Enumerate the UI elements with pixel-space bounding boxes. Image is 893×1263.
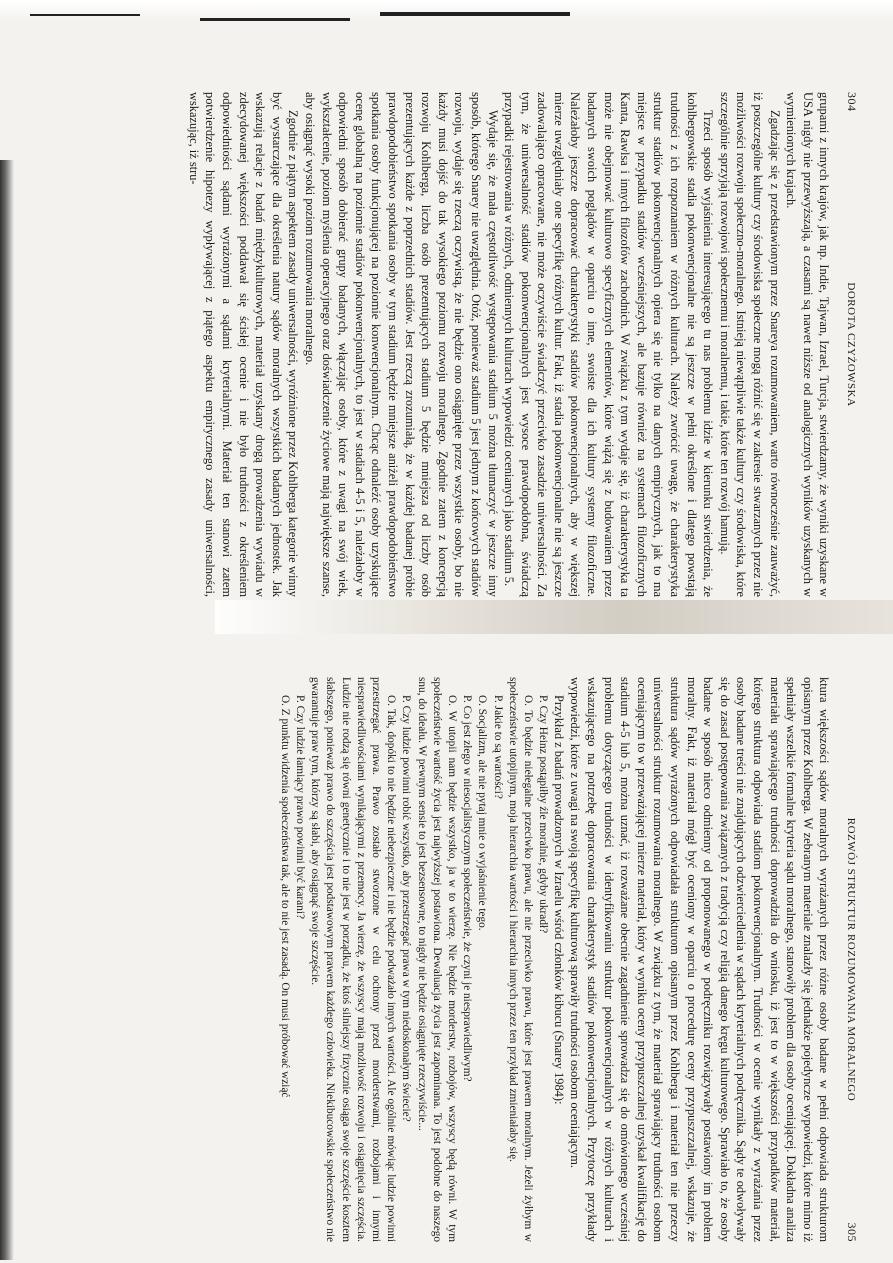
page-305: [60, 677, 860, 1242]
dialogue-line: P. Czy ludzie powinni robić wszystko, aby przestrzegać prawa w tym niedoskonałym świecie?: [400, 695, 413, 1122]
paragraph: Zgadzając się z przedstawionym przez Snareya rozumowaniem, warto równocześnie zauważyć, iż poszczególne kultury czy środowiska społeczne mogą różnić się w zakresie stwarzanych przez nie możliwości rozwoju społeczno-moralnego. Istnieją niewątpliwie także kultury czy środowiska, które szczególnie sprzyjają rozwojowi społecznemu i moralnemu, i takie, które ten rozwój hamują.: [717, 92, 782, 597]
book-gutter: [215, 600, 893, 634]
page-304: [60, 92, 860, 597]
paragraph: Wydaje się, że mała częstotliwość występowania stadium 5 można tłumaczyć w jeszcze inny sposób, którego Snarey nie uwzględnia. Otóż, ponieważ stadium 5 jest jednym z końcowych stadiów rozwoju, wydaje się rzeczą oczywistą, że nie będzie ono osiągnięte przez wszystkie osoby, bo nie każdy musi dojść do tak wysokiego poziomu rozwoju moralnego. Zgodnie zatem z koncepcją rozwoju Kohlberga, liczba osób prezentujących stadium 5 będzie mniejsza od liczby osób prezentujących każde z poprzednich stadiów. Jest rzeczą zrozumiałą, że w każdej badanej próbie prawdopodobieństwo spotkania osoby w tym stadium będzie mniejsze aniżeli prawdopodobieństwo spotkania osoby funkcjonującej na poziomie konwencjonalnym. Chcąc odnaleźć osoby uzyskujące ocenę globalną na poziomie stadiów pokonwencjonalnych, to jest w stadiach 4-5 i 5, należałoby w odpowiedni sposób dobierać grupy badanych, włączając osoby, które z uwagi na swój wiek, wykształcenie, poziom myślenia operacyjnego oraz doświadczenie życiowe mają największe szanse, aby osiągnąć wysoki poziom rozumowania moralnego.: [303, 92, 500, 597]
scan-left-shadow: [0, 160, 14, 1260]
paragraph: Trzeci sposób wyjaśnienia interesującego tu nas problemu idzie w kierunku stwierdzenia, że kohlbergowskie stadia pokonwencjonalne nie są jeszcze w pełni określone i dlatego powstają trudności z ich rozpoznaniem w różnych kulturach. Należy zwrócić uwagę, że charakterystyka struktur stadiów pokonwencjonalnych opiera się nie tylko na danych empirycznych, jak to ma miejsce w przypadku stadiów wcześniejszych, ale bazuje również na systemach filozoficznych Kanta, Rawlsa i innych filozofów zachodnich. W związku z tym wydaje się, iż charakterystyka ta może nie obejmować kulturowo specyficznych elementów, które wiążą się z budowaniem przez badanych swoich poglądów w oparciu o inne, swoiste dla ich kultury systemy filozoficzne. Należałoby jeszcze dopracować charakterystyki stadiów pokonwencjonalnych, aby w większej mierze uwzględniały one specyfikę różnych kultur. Fakt, iż stadia pokonwencjonalne nie są jeszcze zadowalająco opracowane, nie może oczywiście świadczyć przeciwko zasadzie uniwersalności. Za tym, że uniwersalność stadiów pokonwencjonalnych jest wysoce prawdopodobna, świadczą przypadki rejestrowania w różnych, odmiennych kulturach wypowiedzi ocenianych jako stadium 5.: [502, 92, 716, 597]
page-number: 304: [845, 92, 859, 112]
paragraph: grupami z innych krajów, jak np. Indie, Tajwan, Izrael, Turcja, stwierdzamy, że wyniki uzyskane w USA nigdy nie przewyższają, a czasami są nawet niższe od analogicznych wyników uzyskanych w wymienionych krajach.: [784, 92, 832, 597]
running-title: DOROTA CZYŻOWSKA: [845, 282, 857, 407]
scan-top-edge: [0, 0, 893, 22]
dialogue-line: P. Co jest złego w niesocjalistycznym społeczeństwie, że czyni je niesprawiedliwym?: [461, 695, 474, 1082]
paragraph: Zgodnie z piątym aspektem zasady uniwersalności, wyróżnione przez Kohlberga kategorie winny być wystarczające dla określenia natury sądów moralnych wszystkich badanych jednostek. Jak wskazują relacje z badań międzykulturowych, materiał uzyskany drogą prowadzenia wywiadu w zdecydowanej większości poddawał się ścisłej ocenie i nie było trudności z określeniem odpowiedniości sądami wyrażonymi a sądami kryterialnymi. Materiał ten stanowi zatem potwierdzenie hipotezy wypływającej z piątego aspektu empirycznego zasady uniwersalności, wskazując, iż stru-: [186, 92, 301, 597]
dialogue-line: O. W utopii nam będzie wszystko, ja w to wierzę. Nie będzie morderstw, rozbojów, wszyscy będą równi. W tym społeczeństwie wartość życia jest najwyższej postawiona. Dewaluacja życia jest zapominana. To jest podobne do naszego snu, do ideału. W pewnym sensie to jest bezsensowne, to nigdy nie będzie osiągnięte rzeczywiście...: [415, 677, 459, 1242]
dialogue-line: O. Tak, dopóki to nie będzie niebezpieczne i nie będzie podważało innych wartości. Ale ogólnie mówiąc ludzie powinni przestrzegać prawa. Prawo zostało stworzone w celu ochrony przed morderstwami, rozbojami i innymi niesprawiedliwościami wynikającymi z przemocy. Ja wierzę, że wszyscy mają możliwość rozwoju i osiągnięcia szczęścia. Ludzie nie rodzą się równi genetycznie i to nie jest w porządku, że ktoś silniejszy fizycznie osiąga swoje szczęście kosztem słabszego, ponieważ prawo do szczęścia jest podstawowym prawem każdego człowieka. Niekibucowskie społeczeństwo nie gwarantuje praw tym, którzy są słabi, aby osiągnąć swoje szczęście.: [309, 677, 398, 1242]
scan-artifact-line: [30, 14, 140, 16]
paragraph: Przykład z badań prowadzonych w Izraelu wśród członków kibucu (Snarey 1984):: [551, 695, 566, 1105]
page-number: 305: [845, 1222, 859, 1242]
dialogue-line: O. Z punktu widzenia społeczeństwa tak, ale to nie jest zasadą. On musi próbować wziąć: [278, 695, 291, 1098]
dialogue-line: P. Jakie to są wartości?: [491, 695, 504, 799]
running-header: [842, 677, 860, 1242]
running-header: [842, 92, 860, 597]
scan-artifact-line: [200, 18, 350, 21]
scan-artifact-line: [380, 12, 570, 16]
dialogue-line: O. To będzie niełegalne przeciwko prawu, ale nie przeciwko prawu, które jest prawem moralnym. Jeżeli żyłbym w społeczeństwie utopijnym, moja hierarchia wartości i hierarchia innych przez ten przykład zmieniałaby się.: [506, 677, 535, 1242]
running-title: ROZWÓJ STRUKTUR ROZUMOWANIA MORALNEGO: [845, 817, 857, 1102]
dialogue-line: P. Czy ludzie łamiący prawo powinni być karani?: [294, 695, 307, 919]
dialogue-line: O. Socjalizm, ale nie pytaj mnie o wyjaśnienie tego.: [476, 695, 489, 931]
dialogue-line: P. Czy Heinz postąpiłby źle moralnie, gdyby ukradł?: [537, 695, 550, 934]
paragraph: ktura większości sądów moralnych wyrażanych przez różne osoby badane w pełni odpowiada strukturom opisanym przez Kohlberga. W zebranym materiale znalazły się jednakże pojedyncze wypowiedzi, które mimo iż spełniały wszelkie formalne kryteria sądu moralnego, stanowiły problem dla osoby oceniającej. Dokładna analiza materiału sprawiającego trudności doprowadziła do wniosku, iż jest to w większości przypadków materiał, którego struktura odpowiada stadiom pokonwencjonalnym. Trudności w ocenie wynikały z wyrażania przez osoby badane treści nie znajdujących odzwierciedlenia w sądach kryterialnych podręcznika. Sądy te odwoływały się do zasad postępowania związanych z tradycją czy religią danego kręgu kulturowego. Sprawiało to, że osoby badane w sposób nieco odmienny od proponowanego w podręczniku rozwiązywały postawiony im problem moralny. Fakt, iż materiał mógł być oceniony w oparciu o procedurę oceny przypuszczalnej, wskazuje, że struktura sądów wyrażonych odpowiadała strukturom opisanym przez Kohlberga i materiał ten nie przeczy uniwersalności struktur rozumowania moralnego. W związku z tym, że materiał sprawiający trudności osobom oceniającym to w przeważającej mierze materiał, który w wyniku oceny przypuszczalnej uzyskał kwalifikację do stadium 4-5 lub 5, można uznać, iż rozważane obecnie zagadnienie sprowadza się do omówionego wcześniej problemu dotyczącego trudności w identyfikowaniu struktur pokonwencjonalnych w różnych kulturach i wskazującego na potrzebę dopracowania charakterystyk stadiów pokonwencjonalnych. Przytoczę przykłady wypowiedzi, które z uwagi na swoją specyfikę kulturową sprawiły trudności osobom oceniającym.: [568, 677, 832, 1242]
